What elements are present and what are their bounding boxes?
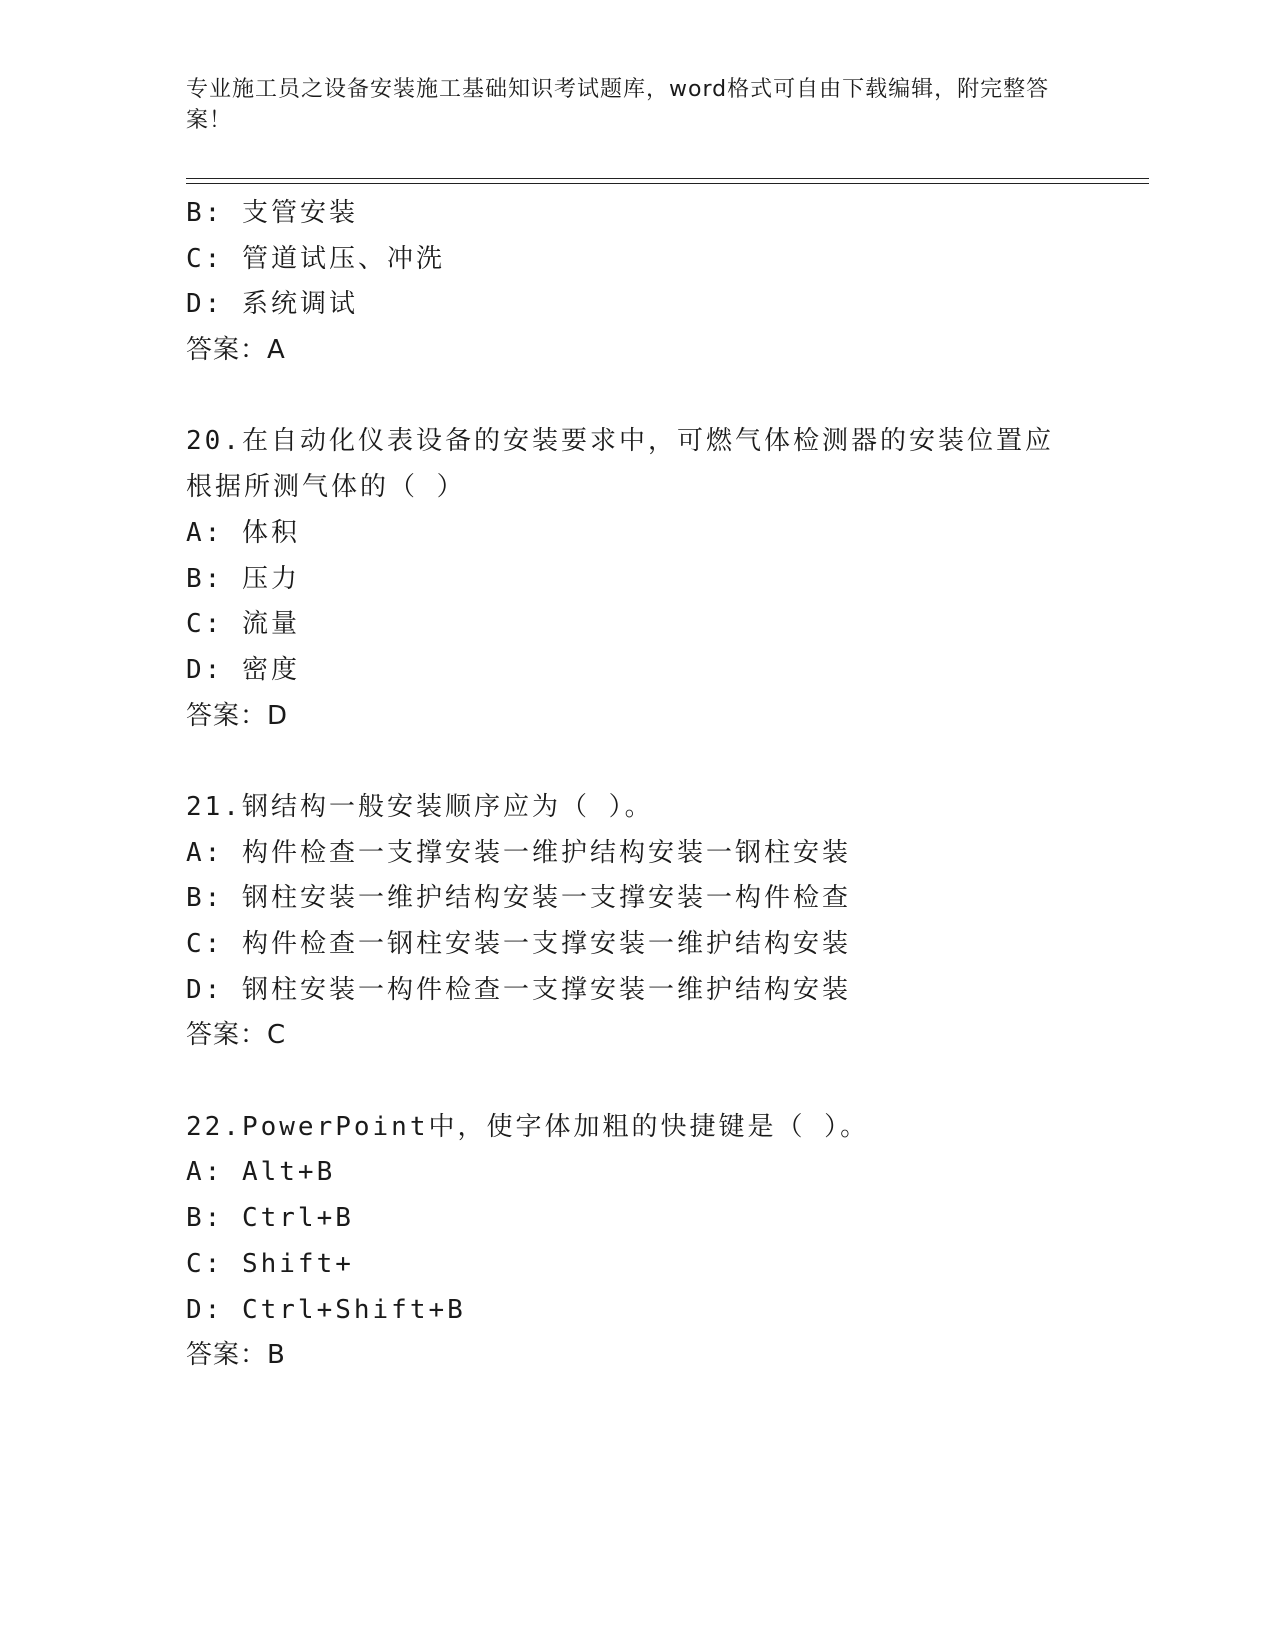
option-c: C: Shift+ — [186, 1248, 354, 1279]
question-block-20 — [186, 419, 1086, 739]
option-c: C: 管道试压、冲洗 — [186, 243, 445, 274]
header-rule-bottom — [186, 183, 1149, 184]
question-block-22 — [186, 1105, 1086, 1379]
answer-line: 答案：C — [186, 1020, 287, 1051]
option-c: C: 流量 — [186, 609, 300, 640]
answer-line: 答案：B — [186, 1340, 286, 1371]
option-d: D: Ctrl+Shift+B — [186, 1294, 466, 1325]
question-list — [186, 191, 1086, 1379]
question-text: 22.PowerPoint中，使字体加粗的快捷键是（ ）。 — [186, 1111, 870, 1142]
option-a: A: Alt+B — [186, 1157, 336, 1188]
spacer — [186, 1059, 1086, 1105]
option-d: D: 钢柱安装一构件检查一支撑安装一维护结构安装 — [186, 974, 851, 1005]
question-text: 20.在自动化仪表设备的安装要求中，可燃气体检测器的安装位置应根据所测气体的（ ） — [186, 426, 1054, 503]
option-a: A: 体积 — [186, 517, 300, 548]
option-b: B: 支管安装 — [186, 198, 358, 228]
prev-question-block — [186, 191, 1086, 374]
answer-line: 答案：A — [186, 335, 286, 366]
spacer — [186, 739, 1086, 785]
option-b: B: 压力 — [186, 563, 300, 594]
header-rule-top — [186, 178, 1149, 179]
option-d: D: 系统调试 — [186, 289, 358, 320]
option-b: B: 钢柱安装一维护结构安装一支撑安装一构件检查 — [186, 883, 851, 914]
document-header: 专业施工员之设备安装施工基础知识考试题库，word格式可自由下载编辑，附完整答案！ — [186, 77, 1050, 133]
spacer — [186, 374, 1086, 420]
option-b: B: Ctrl+B — [186, 1203, 354, 1234]
question-block-21 — [186, 785, 1086, 1059]
option-a: A: 构件检查一支撑安装一维护结构安装一钢柱安装 — [186, 837, 851, 868]
option-d: D: 密度 — [186, 654, 300, 685]
option-c: C: 构件检查一钢柱安装一支撑安装一维护结构安装 — [186, 929, 851, 960]
answer-line: 答案：D — [186, 700, 289, 731]
question-text: 21.钢结构一般安装顺序应为（ ）。 — [186, 791, 654, 822]
